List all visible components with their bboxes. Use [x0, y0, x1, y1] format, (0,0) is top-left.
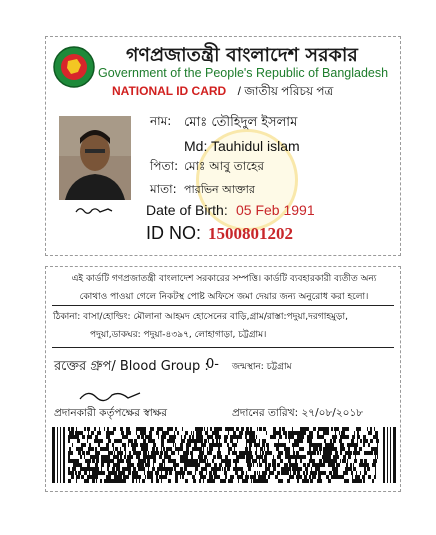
national-id-card-bengali: / জাতীয় পরিচয় পত্র	[237, 84, 334, 98]
notice-line-2: কোথাও পাওয়া গেলে নিকটস্থ পোষ্ট অফিসে জমা দেয়ার জন্য অনুরোধ করা হলো।	[79, 292, 369, 302]
address-line-2: পদুয়া,ডাকঘর: পদুয়া-৪৩৯৭, লোহাগাড়া, চট্টগ্রাম।	[90, 330, 267, 340]
name-bn-value: মোঃ তৌহিদুল ইসলাম	[184, 115, 298, 130]
name-en-value: Md: Tauhidul islam	[184, 138, 300, 154]
name-bn-label: নাম:	[150, 114, 172, 128]
national-id-card-label: NATIONAL ID CARD	[112, 84, 227, 98]
holder-photo	[59, 116, 131, 200]
card-type-row	[112, 83, 333, 103]
birthplace: জন্মস্থান: চট্টগ্রাম	[232, 362, 292, 372]
id-number-label: ID NO:	[146, 223, 202, 243]
issuing-authority-signature-label: প্রদানকারী কর্তৃপক্ষের স্বাক্ষর	[54, 407, 168, 419]
notice-line-1: এই কার্ডটি গণপ্রজাতন্ত্রী বাংলাদেশ সরকারের সম্পত্তি। কার্ডটি ব্যবহারকারী ব্যতীত অন্য	[71, 274, 377, 284]
holder-signature	[74, 205, 114, 215]
id-card-back	[45, 266, 401, 492]
title-bengali: গণপ্রজাতন্ত্রী বাংলাদেশ সরকার	[126, 44, 358, 66]
father-value: মোঃ আবু তাহের	[184, 159, 264, 173]
title-english: Government of the People's Republic of Bangladesh	[98, 66, 389, 80]
id-card-front	[45, 36, 401, 256]
pdf417-barcode	[52, 427, 396, 483]
mother-value: পারভিন আক্তার	[184, 183, 255, 196]
bangladesh-emblem-icon	[52, 45, 96, 89]
id-number-value: 1500801202	[208, 224, 293, 243]
issue-date: প্রদানের তারিখ: ২৭/০৮/২০১৮	[232, 407, 364, 419]
dob-value: 05 Feb 1991	[236, 202, 315, 218]
authority-signature	[76, 385, 146, 405]
blood-group-value: 0-	[206, 357, 219, 372]
address-line-1: ঠিকানা: বাসা/হোল্ডিং: মৌলানা আহমদ হোসেনের বাড়ি,গ্রাম/রাস্তা:পদুয়া,দরগাহমুড়া,	[53, 312, 348, 322]
mother-label: মাতা:	[150, 182, 177, 196]
divider-top	[52, 305, 394, 306]
divider-middle	[52, 347, 394, 348]
father-label: পিতা:	[150, 159, 179, 173]
dob-label: Date of Birth:	[146, 202, 228, 218]
blood-group-label: রক্তের গ্রুপ/ Blood Group :	[54, 359, 209, 374]
